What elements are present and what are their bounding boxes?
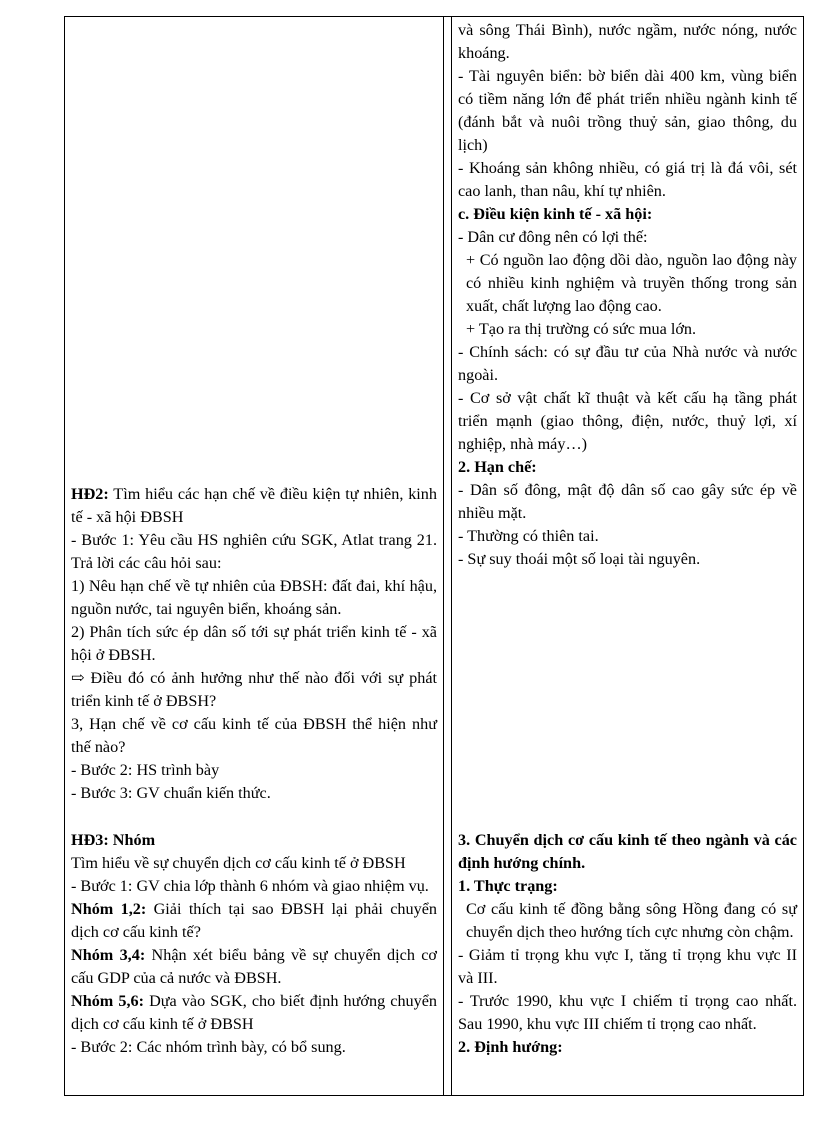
market-text: + Tạo ra thị trường có sức mua lớn.	[466, 320, 697, 338]
group-3-4-task: Nhóm 3,4: Nhận xét biểu bảng về sự chuyển dịch cơ cấu GDP của cả nước và ĐBSH.	[71, 946, 437, 987]
heading-economic-restructuring: 3. Chuyển dịch cơ cấu kinh tế theo ngành và các định hướng chính.	[458, 831, 797, 872]
limitation-disasters: - Thường có thiên tai.	[458, 527, 599, 545]
heading-socioeconomic-conditions: c. Điều kiện kinh tế - xã hội:	[458, 205, 653, 223]
natural-conditions-block	[458, 19, 797, 571]
water-resources-text: và sông Thái Bình), nước ngầm, nước nóng, nước khoáng.	[458, 21, 797, 62]
status-summary: Cơ cấu kinh tế đồng bằng sông Hồng đang có sự chuyển dịch theo hướng tích cực nhưng còn chậm.	[466, 900, 797, 941]
activity-3-step2: - Bước 2: Các nhóm trình bày, có bổ sung.	[71, 1038, 346, 1056]
activity-2-question-3: 3, Hạn chế về cơ cấu kinh tế của ĐBSH thể hiện như thế nào?	[71, 715, 437, 756]
heading-current-status: 1. Thực trạng:	[458, 877, 558, 895]
activity-2-block	[71, 483, 437, 805]
activity-2-title: HĐ2: Tìm hiểu các hạn chế về điều kiện tự nhiên, kinh tế - xã hội ĐBSH	[71, 485, 437, 526]
historical-shift-text: - Trước 1990, khu vực I chiếm tỉ trọng cao nhất. Sau 1990, khu vực III chiếm tỉ trọng cao nhất.	[458, 992, 797, 1033]
group-1-2-task: Nhóm 1,2: Giải thích tại sao ĐBSH lại phải chuyển dịch cơ cấu kinh tế?	[71, 900, 437, 941]
lesson-table	[64, 16, 804, 1096]
population-advantage: - Dân cư đông nên có lợi thế:	[458, 228, 648, 246]
group-5-6-task: Nhóm 5,6: Dựa vào SGK, cho biết định hướng chuyển dịch cơ cấu kinh tế ở ĐBSH	[71, 992, 437, 1033]
activity-2-question-2-followup: ⇨ Điều đó có ảnh hưởng như thế nào đối với sự phát triển kinh tế ở ĐBSH?	[71, 669, 437, 710]
limitation-resources: - Sự suy thoái một số loại tài nguyên.	[458, 550, 701, 568]
activity-2-question-2: 2) Phân tích sức ép dân số tới sự phát triển kinh tế - xã hội ở ĐBSH.	[71, 623, 437, 664]
activity-3-step1: - Bước 1: GV chia lớp thành 6 nhóm và giao nhiệm vụ.	[71, 877, 429, 895]
heading-limitations: 2. Hạn chế:	[458, 458, 537, 476]
activity-3-intro: Tìm hiểu về sự chuyển dịch cơ cấu kinh tế ở ĐBSH	[71, 854, 406, 872]
activity-2-step2: - Bước 2: HS trình bày	[71, 761, 220, 779]
activity-2-step1: - Bước 1: Yêu cầu HS nghiên cứu SGK, Atlat trang 21. Trả lời các câu hỏi sau:	[71, 531, 437, 572]
sector-shift-text: - Giảm tỉ trọng khu vực I, tăng tỉ trọng khu vực II và III.	[458, 946, 797, 987]
infrastructure-text: - Cơ sở vật chất kĩ thuật và kết cấu hạ tầng phát triển mạnh (giao thông, điện, nước, thuỷ lợi, xí nghiệp, nhà máy…)	[458, 389, 797, 453]
economic-restructuring-block	[458, 829, 797, 1059]
activity-3-title: HĐ3: Nhóm	[71, 831, 156, 849]
activity-2-step3: - Bước 3: GV chuẩn kiến thức.	[71, 784, 271, 802]
policy-text: - Chính sách: có sự đầu tư của Nhà nước và nước ngoài.	[458, 343, 797, 384]
minerals-text: - Khoáng sản không nhiều, có giá trị là đá vôi, sét cao lanh, than nâu, khí tự nhiên.	[458, 159, 797, 200]
heading-orientation: 2. Định hướng:	[458, 1038, 563, 1056]
limitation-population: - Dân số đông, mật độ dân số cao gây sức ép về nhiều mặt.	[458, 481, 797, 522]
activity-3-block	[71, 829, 437, 1059]
content-column	[451, 17, 803, 1095]
teacher-activity-column	[65, 17, 444, 1095]
labor-force-text: + Có nguồn lao động dồi dào, nguồn lao động này có nhiều kinh nghiệm và truyền thống trong sản xuất, chất lượng lao động cao.	[466, 251, 797, 315]
activity-2-question-1: 1) Nêu hạn chế về tự nhiên của ĐBSH: đất đai, khí hậu, nguồn nước, tai nguyên biển, khoáng sản.	[71, 577, 437, 618]
marine-resources-text: - Tài nguyên biển: bờ biển dài 400 km, vùng biển có tiềm năng lớn để phát triển nhiều ngành kinh tế (đánh bắt và nuôi trồng thuỷ sản, giao thông, du lịch)	[458, 67, 797, 154]
